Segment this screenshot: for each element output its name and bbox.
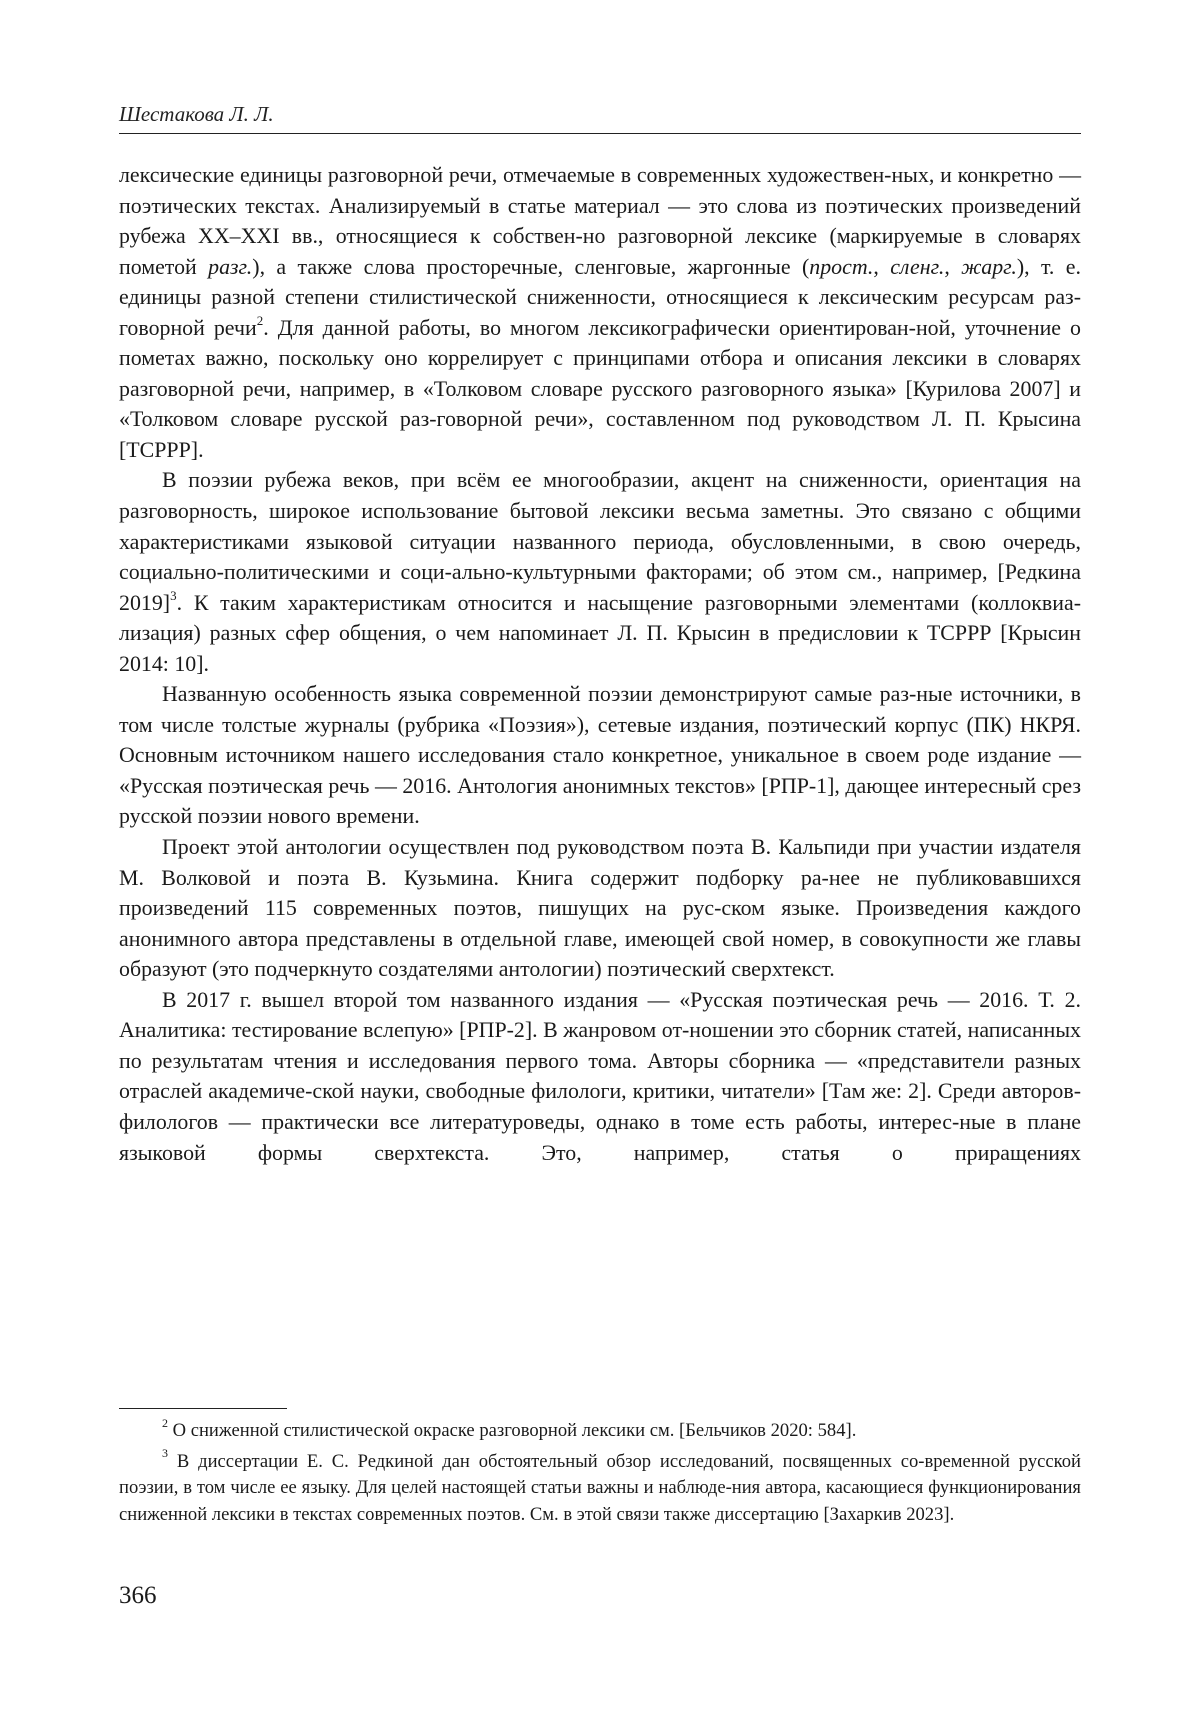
footnote-text: В диссертации Е. С. Редкиной дан обстоятельный обзор исследований, посвященных со-временной русской поэзии, в том числе ее языку. Для целей настоящей статьи важны и наблюде-ния автора, касающиеся функционирования сниженной лексики в текстах современных поэтов. См. в этой связи также диссертацию [Захаркив 2023].: [119, 1450, 1082, 1525]
paragraph: [119, 832, 1081, 985]
text-run: В поэзии рубежа веков, при всём ее многообразии, акцент на сниженности, ориентация на разговорность, широкое использование бытовой лексики весьма заметны. Это связано с общими характеристиками языковой ситуации названного периода, обусловленными, в свою очередь, социально-политическими и соци-ально-культурными факторами; об этом см., например, [Редкина 2019]: [119, 467, 1081, 615]
footnote-ref: 2: [256, 313, 264, 329]
paragraph: [119, 679, 1081, 832]
footnote-rule: [119, 1408, 287, 1409]
italic-term: прост.: [809, 253, 874, 279]
text-run: ,: [944, 253, 962, 279]
text-run: Проект этой антологии осуществлен под руководством поэта В. Кальпиди при участии издателя М. Волковой и поэта В. Кузьмина. Книга содержит подборку ра-нее не публиковавшихся произведений 115 современных поэтов, пишущих на рус-ском языке. Произведения каждого анонимного автора представлены в отдельной главе, имеющей свой номер, в совокупности же главы образуют (это подчеркнуто создателями антологии) поэтический сверхтекст.: [119, 834, 1081, 982]
page-number: 366: [119, 1582, 157, 1609]
text-run: лексические единицы разговорной речи, отмечаемые в современных художествен-ных, и конкретно — поэтических текстах. Анализируемый в статье материал — это слова из поэтических произведений рубежа XX–XXI вв., относящиеся к собствен-но разговорной лексике (маркируемые в словарях пометой: [119, 162, 1081, 279]
footnote: [119, 1446, 1082, 1529]
italic-term: жарг.: [961, 253, 1017, 279]
text-run: ), т. е. единицы разной степени стилистической сниженности, относящиеся к лексическим ресурсам раз-говорной речи: [119, 253, 1081, 340]
text-run: . К таким характеристикам относится и насыщение разговорными элементами (коллоквиа-лизация) разных сфер общения, о чем напоминает Л. П. Крысин в предисловии к ТСРРР [Крысин 2014: 10].: [119, 589, 1081, 676]
paragraph: [119, 985, 1081, 1168]
text-run: В 2017 г. вышел второй том названного издания — «Русская поэтическая речь — 2016. Т. 2. Аналитика: тестирование вслепую» [РПР-2]. В жанровом от-ношении это сборник статей, написанных по результатам чтения и исследования первого тома. Авторы сборника — «представители разных отраслей академиче-ской науки, свободные филологи, критики, читатели» [Там же: 2]. Среди авторов-филологов — практически все литературоведы, однако в томе есть работы, интерес-ные в плане языковой формы сверхтекста. Это, например, статья о приращениях: [119, 986, 1081, 1165]
paragraph: [119, 160, 1081, 465]
footnote-number: 2: [162, 1415, 168, 1430]
footnote-ref: 3: [170, 588, 177, 604]
body-text: [119, 160, 1081, 1168]
text-run: Названную особенность языка современной поэзии демонстрируют самые раз-ные источники, в том числе толстые журналы (рубрика «Поэзия»), сетевые издания, поэтический корпус (ПК) НКРЯ. Основным источником нашего исследования стало конкретное, уникальное в своем роде издание — «Русская поэтическая речь — 2016. Антология анонимных текстов» [РПР-1], дающее интересный срез русской поэзии нового времени.: [119, 681, 1081, 829]
header-rule: [119, 133, 1081, 134]
italic-term: разг.: [208, 253, 253, 279]
footnote-number: 3: [162, 1446, 168, 1461]
running-head: Шестакова Л. Л.: [119, 102, 274, 126]
footnotes: [119, 1415, 1082, 1532]
footnote: [119, 1415, 1081, 1445]
text-run: ), а также слова просторечные, сленговые, жаргонные (: [252, 253, 810, 279]
text-run: ,: [873, 253, 891, 279]
italic-term: сленг.: [890, 253, 945, 279]
text-run: . Для данной работы, во многом лексикографически ориентирован-ной, уточнение о пометах важно, поскольку оно коррелирует с принципами отбора и описания лексики в словарях разговорной речи, например, в «Толковом словаре русского разговорного языка» [Курилова 2007] и «Толковом словаре русской раз-говорной речи», составленном под руководством Л. П. Крысина [ТСРРР].: [119, 314, 1081, 462]
footnote-text: О сниженной стилистической окраске разговорной лексики см. [Бельчиков 2020: 584].: [172, 1420, 857, 1441]
paragraph: [119, 465, 1081, 679]
